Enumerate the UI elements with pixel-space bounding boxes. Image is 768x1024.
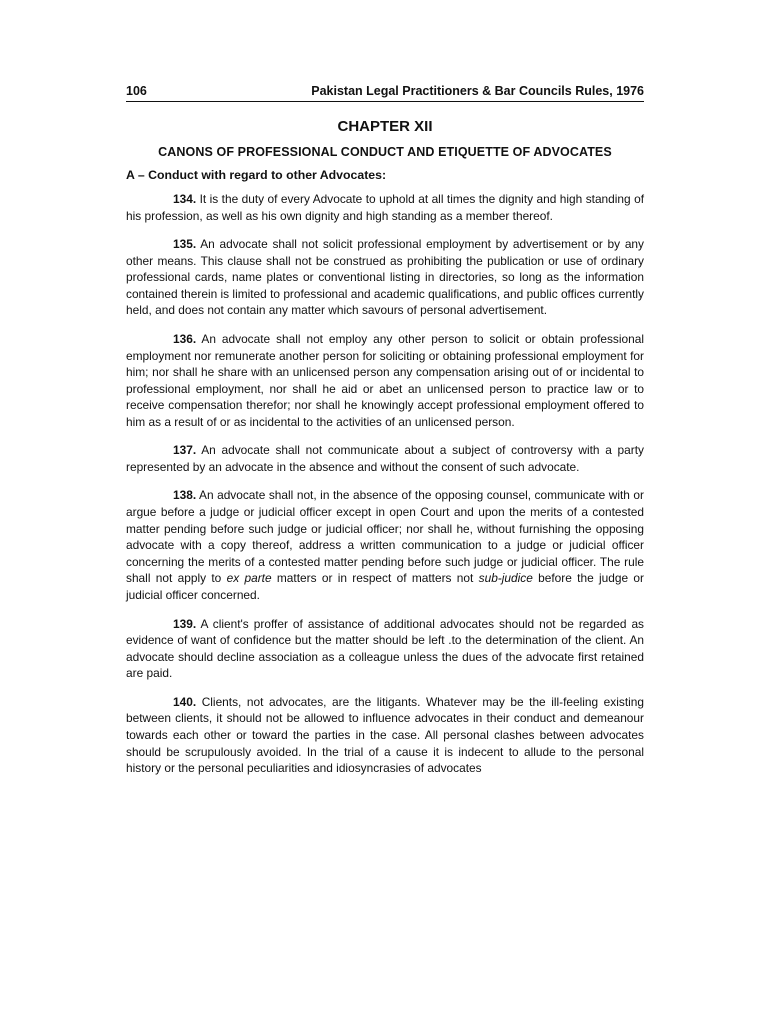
paragraph-140 (126, 694, 644, 777)
paragraph-137 (126, 442, 644, 475)
running-header (126, 84, 644, 102)
paragraph-number: 135. (173, 237, 197, 252)
document-page (126, 84, 644, 789)
paragraph-136 (126, 331, 644, 431)
paragraph-text: An advocate shall not, in the absence of the opposing counsel, communicate with or argue before a judge or judicial officer except in open Court and upon the merits of a contested matter pending before such judge or judicial officer; nor shall he, without furnishing the opposing advocate with a copy thereof, address a written communication to a judge or judicial officer concerning the merits of a contested matter pending before such judge or judicial officer. The rule shall not apply to (126, 488, 644, 586)
paragraph-135 (126, 236, 644, 319)
paragraph-138 (126, 487, 644, 603)
paragraph-number: 134. (173, 192, 197, 206)
paragraph-text: An advocate shall not communicate about a subject of controversy with a party represented by an advocate in the absence and without the consent of such advocate. (126, 443, 644, 474)
paragraph-number: 136. (173, 331, 197, 346)
paragraph-text: A client's proffer of assistance of additional advocates should not be regarded as evidence of want of confidence but the matter should be left .to the determination of the client. An advocate should decline association as a colleague unless the dues of the advocate first retained are paid. (126, 616, 644, 681)
paragraph-text: Clients, not advocates, are the litigants. Whatever may be the ill-feeling existing between clients, it should not be allowed to influence advocates in their conduct and demeanour towards each other or toward the parties in the case. All personal clashes between advocates should be scrupulously avoided. In the trial of a cause it is indecent to allude to the personal history or the personal peculiarities and idiosyncrasies of advocates (126, 694, 644, 776)
paragraph-number: 139. (173, 616, 197, 631)
chapter-title: CHAPTER XII (337, 118, 433, 135)
paragraph-text: matters or in respect of matters not (271, 571, 479, 586)
paragraph-139 (126, 616, 644, 682)
paragraph-text: before the judge or judicial officer concerned. (126, 571, 645, 603)
paragraph-number: 137. (173, 443, 197, 458)
section-heading: A – Conduct with regard to other Advocates: (126, 168, 387, 182)
paragraph-italic-term: ex parte (226, 571, 272, 586)
paragraph-text: An advocate shall not solicit professional employment by advertisement or by any other means. This clause shall not be construed as prohibiting the publication or use of ordinary professional cards, name plates or conventional listing in directories, so long as the information contained therein is limited to professional and academic qualifications, and public offices currently held, and does not contain any matter which savours of personal advertisement. (126, 237, 644, 318)
paragraph-text: An advocate shall not employ any other person to solicit or obtain professional employment nor remunerate another person for soliciting or obtaining professional employment for him; nor shall he share with an unlicensed person any compensation arising out of or incidental to professional employment, nor shall he aid or abet an unlicensed person to practice law or to receive compensation therefor; nor shall he knowingly accept professional employment offered to him as a result of or as incidental to the activities of an unlicensed person. (126, 331, 644, 429)
running-title: Pakistan Legal Practitioners & Bar Councils Rules, 1976 (311, 84, 644, 98)
chapter-subtitle: CANONS OF PROFESSIONAL CONDUCT AND ETIQUETTE OF ADVOCATES (158, 145, 612, 159)
paragraph-italic-term: sub-judice (478, 571, 533, 586)
page-number: 106 (126, 84, 147, 98)
paragraph-number: 140. (173, 694, 197, 709)
paragraph-number: 138. (173, 488, 197, 503)
paragraph-134 (126, 191, 644, 224)
paragraph-text: It is the duty of every Advocate to uphold at all times the dignity and high standing of his profession, as well as his own dignity and high standing as a member thereof. (126, 192, 644, 223)
